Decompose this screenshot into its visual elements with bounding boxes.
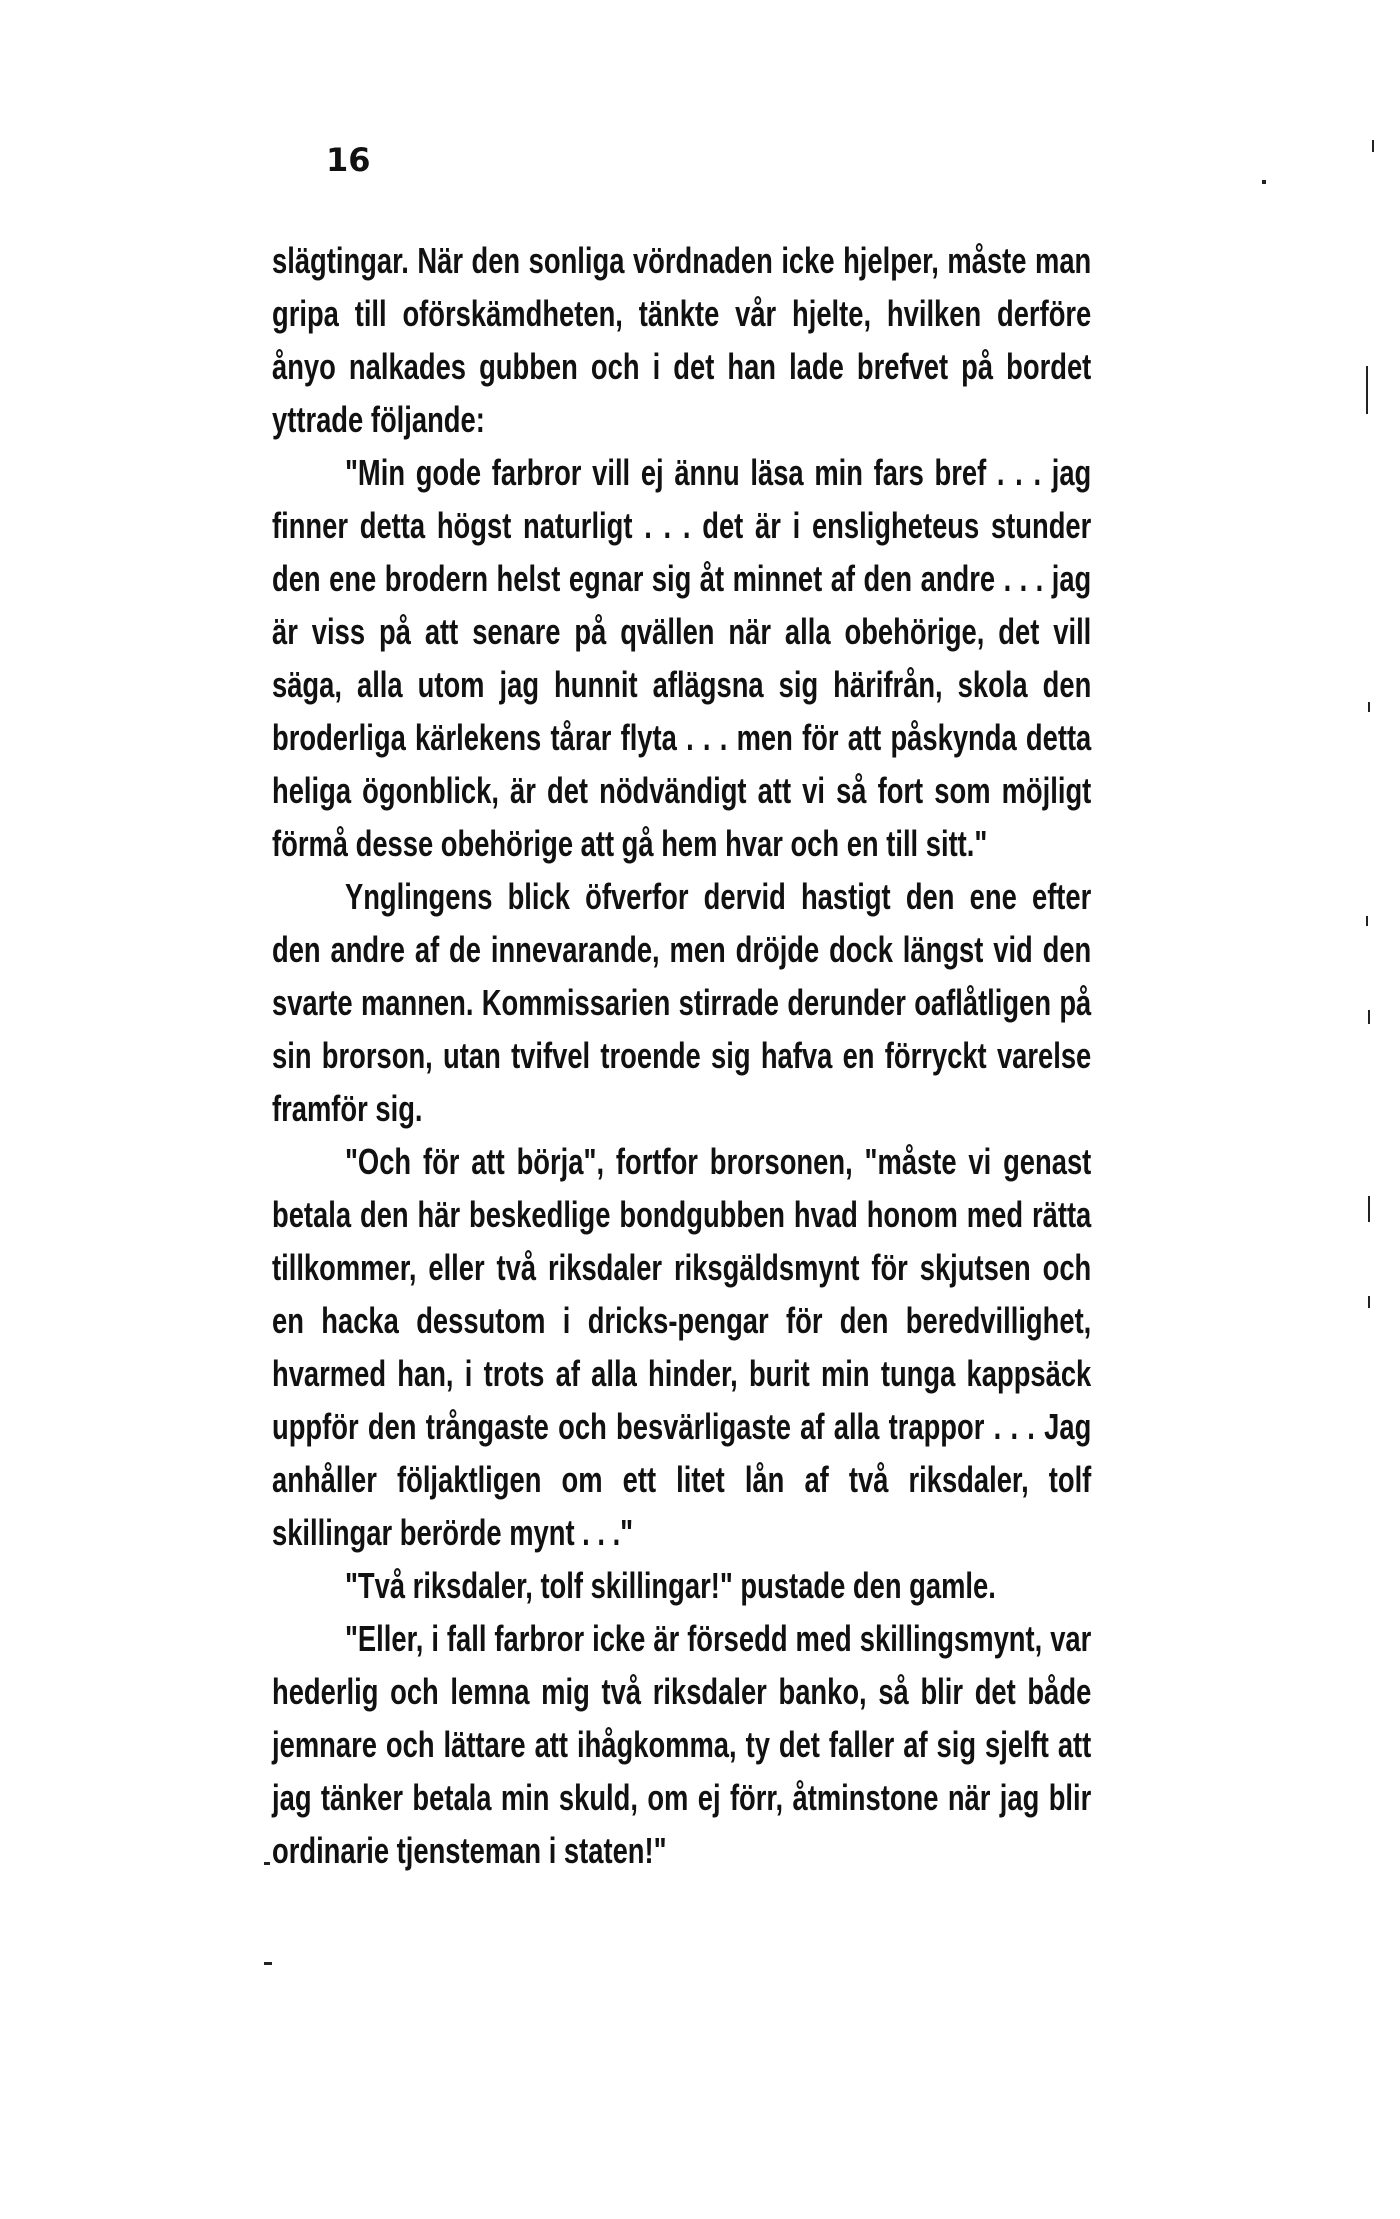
scan-speck bbox=[1368, 1196, 1370, 1222]
page-number: 16 bbox=[326, 141, 371, 179]
scan-speck bbox=[1368, 702, 1370, 712]
paragraph-3: Ynglingens blick öfverfor dervid hastigt den ene efter den andre af de innevarande, men dröjde dock längst vid den svarte mannen. Kommissarien stirrade derunder oaflåtligen på sin brorson, utan tvifvel troende sig hafva en förryckt varelse framför sig. bbox=[272, 876, 1092, 1129]
paragraph-2: "Min gode farbror vill ej ännu läsa min fars bref . . . jag finner detta högst naturligt . . . det är i ensligheteus stunder den ene brodern helst egnar sig åt minnet af den andre . . . jag är viss på att senare på qvällen när alla obehörige, det vill säga, alla utom jag hunnit aflägsna sig härifrån, skola den broderliga kärlekens tårar flyta . . . men för att påskynda detta heliga ögonblick, är det nödvändigt att vi så fort som möjligt förmå desse obehörige att gå hem hvar och en till sitt." bbox=[272, 452, 1092, 864]
scan-speck bbox=[1368, 1010, 1370, 1024]
paragraph-1: slägtingar. När den sonliga vördnaden icke hjelper, måste man gripa till oförskämdheten, tänkte vår hjelte, hvilken derföre ånyo nalkades gubben och i det han lade brefvet på bordet yttrade följande: bbox=[272, 240, 1092, 440]
scan-speck bbox=[1366, 916, 1368, 926]
scan-speck bbox=[1262, 180, 1266, 184]
body-text bbox=[272, 234, 1091, 1877]
scan-speck bbox=[264, 1962, 272, 1965]
scan-speck bbox=[1368, 1296, 1370, 1308]
scan-speck bbox=[264, 1862, 270, 1865]
scan-speck bbox=[1366, 366, 1368, 414]
paragraph-5: "Två riksdaler, tolf skillingar!" pustade den gamle. bbox=[344, 1565, 996, 1606]
paragraph-6: "Eller, i fall farbror icke är försedd med skillingsmynt, var hederlig och lemna mig två riksdaler banko, så blir det både jemnare och lättare att ihågkomma, ty det faller af sig sjelft att jag tänker betala min skuld, om ej förr, åtminstone när jag blir ordinarie tjensteman i staten!" bbox=[272, 1618, 1092, 1871]
paragraph-4: "Och för att börja", fortfor brorsonen, "måste vi genast betala den här beskedlige bondgubben hvad honom med rätta tillkommer, eller två riksdaler riksgäldsmynt för skjutsen och en hacka dessutom i dricks-pengar för den beredvillighet, hvarmed han, i trots af alla hinder, burit min tunga kappsäck uppför den trångaste och besvärligaste af alla trappor . . . Jag anhåller följaktligen om ett litet lån af två riksdaler, tolf skillingar berörde mynt . . ." bbox=[272, 1141, 1092, 1553]
scan-speck bbox=[1372, 140, 1374, 152]
